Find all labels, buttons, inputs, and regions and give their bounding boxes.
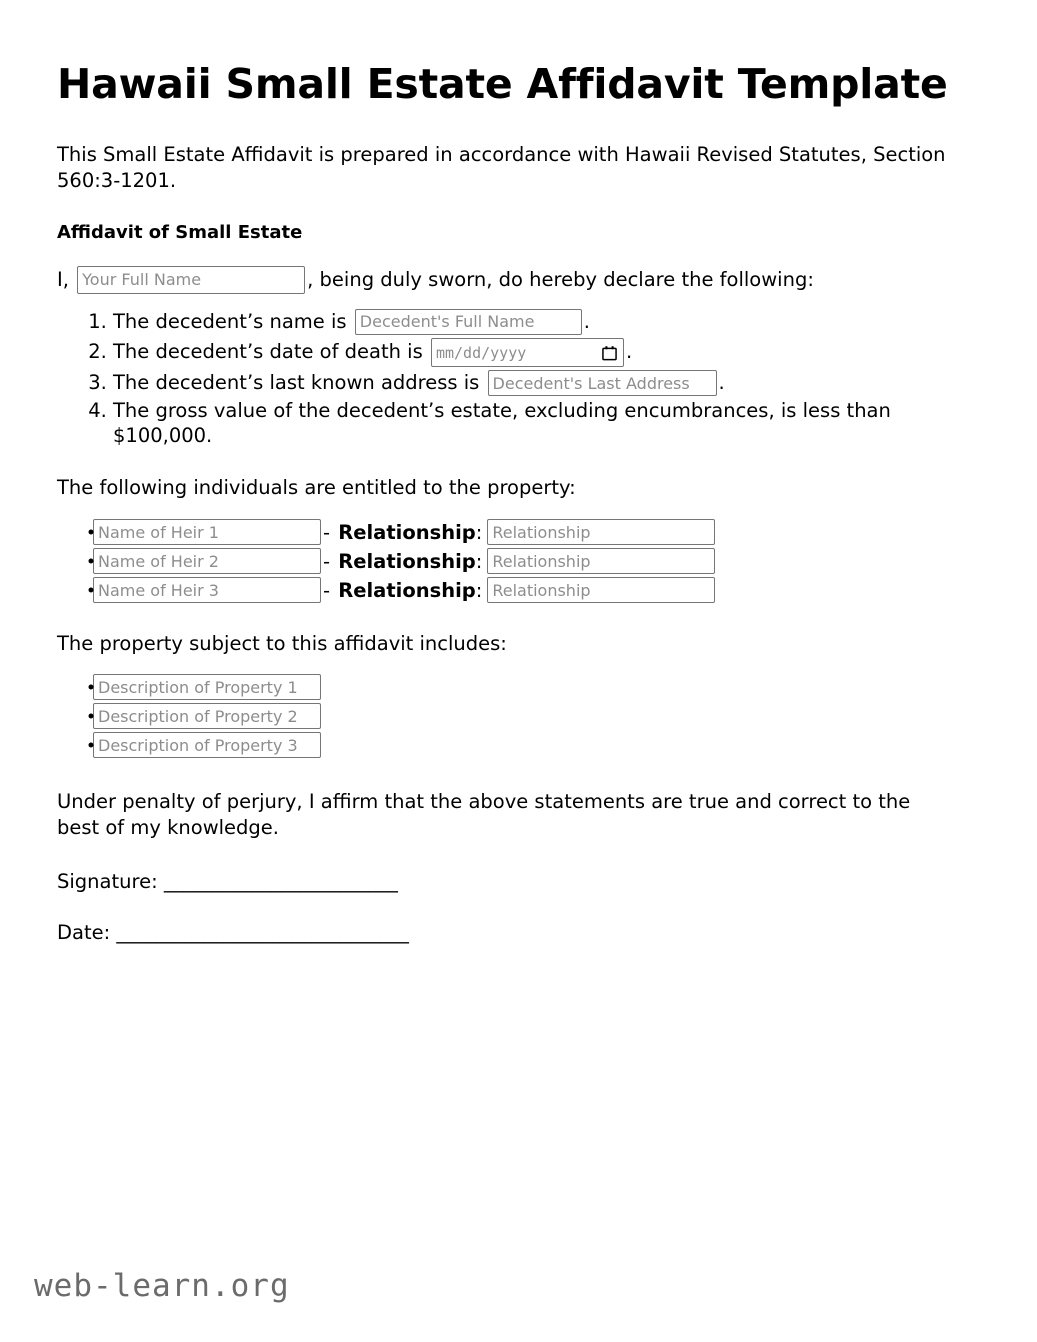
property-description-input-2[interactable] <box>93 703 321 729</box>
list-item <box>57 703 980 730</box>
intro-paragraph: This Small Estate Affidavit is prepared in accordance with Hawaii Revised Statutes, Section 560:3-1201. <box>57 142 946 193</box>
heir-separator-1: - <box>323 520 337 544</box>
heir-relationship-input-2[interactable] <box>487 548 715 574</box>
property-description-input-3[interactable] <box>93 732 321 758</box>
claim-2-text-after: . <box>625 340 633 364</box>
site-watermark: web-learn.org <box>34 1268 290 1304</box>
signature-line: Signature: ________________________ <box>57 870 398 894</box>
relationship-colon-1: : <box>475 520 483 544</box>
affirmation-paragraph: Under penalty of perjury, I affirm that the above statements are true and correct to the best of my knowledge. <box>57 789 911 839</box>
relationship-colon-3: : <box>475 578 483 602</box>
heir-separator-3: - <box>323 578 337 602</box>
heirs-list <box>57 519 980 604</box>
claims-list <box>57 308 980 449</box>
list-item <box>57 732 980 759</box>
list-item <box>57 548 980 575</box>
declaration-prefix: I, <box>57 268 76 292</box>
claim-1-text-after: . <box>583 309 590 333</box>
heirs-lead-in: The following individuals are entitled to the property: <box>57 476 576 500</box>
claim-1-text-before: 1. The decedent’s name is <box>113 309 353 333</box>
page-title: Hawaii Small Estate Affidavit Template <box>57 60 948 108</box>
claim-item-gross-value: 4. The gross value of the decedent’s estate, excluding encumbrances, is less than $100,000. <box>113 399 953 449</box>
claim-3-text-after: . <box>718 371 725 395</box>
decedent-address-input[interactable] <box>488 370 717 396</box>
claim-2-text-before: 2. The decedent’s date of death is <box>113 340 429 364</box>
claim-item-address <box>113 369 980 397</box>
declaration-suffix: , being duly sworn, do hereby declare the following: <box>307 268 814 292</box>
list-item <box>57 519 980 546</box>
list-item <box>57 577 980 604</box>
relationship-label-2: Relationship <box>338 549 476 573</box>
heir-name-input-3[interactable] <box>93 577 321 603</box>
heir-name-input-2[interactable] <box>93 548 321 574</box>
heir-separator-2: - <box>323 549 337 573</box>
list-item <box>57 674 980 701</box>
property-description-input-1[interactable] <box>93 674 321 700</box>
heir-relationship-input-1[interactable] <box>487 519 715 545</box>
date-of-death-input[interactable] <box>431 338 624 367</box>
heir-name-input-1[interactable] <box>93 519 321 545</box>
relationship-colon-2: : <box>475 549 483 573</box>
declaration-line <box>57 266 980 294</box>
claim-item-date-of-death <box>113 338 980 367</box>
decedent-name-input[interactable] <box>355 309 582 335</box>
claim-3-text-before: 3. The decedent’s last known address is <box>113 371 486 395</box>
relationship-label-1: Relationship <box>338 520 476 544</box>
date-line: Date: ______________________________ <box>57 921 409 945</box>
date-of-death-wrapper <box>429 338 626 367</box>
relationship-label-3: Relationship <box>338 578 476 602</box>
property-lead-in: The property subject to this affidavit includes: <box>57 631 507 655</box>
full-name-input[interactable] <box>77 266 305 294</box>
claim-item-name <box>113 308 980 336</box>
property-list <box>57 674 980 759</box>
section-heading-affidavit: Affidavit of Small Estate <box>57 222 303 244</box>
heir-relationship-input-3[interactable] <box>487 577 715 603</box>
